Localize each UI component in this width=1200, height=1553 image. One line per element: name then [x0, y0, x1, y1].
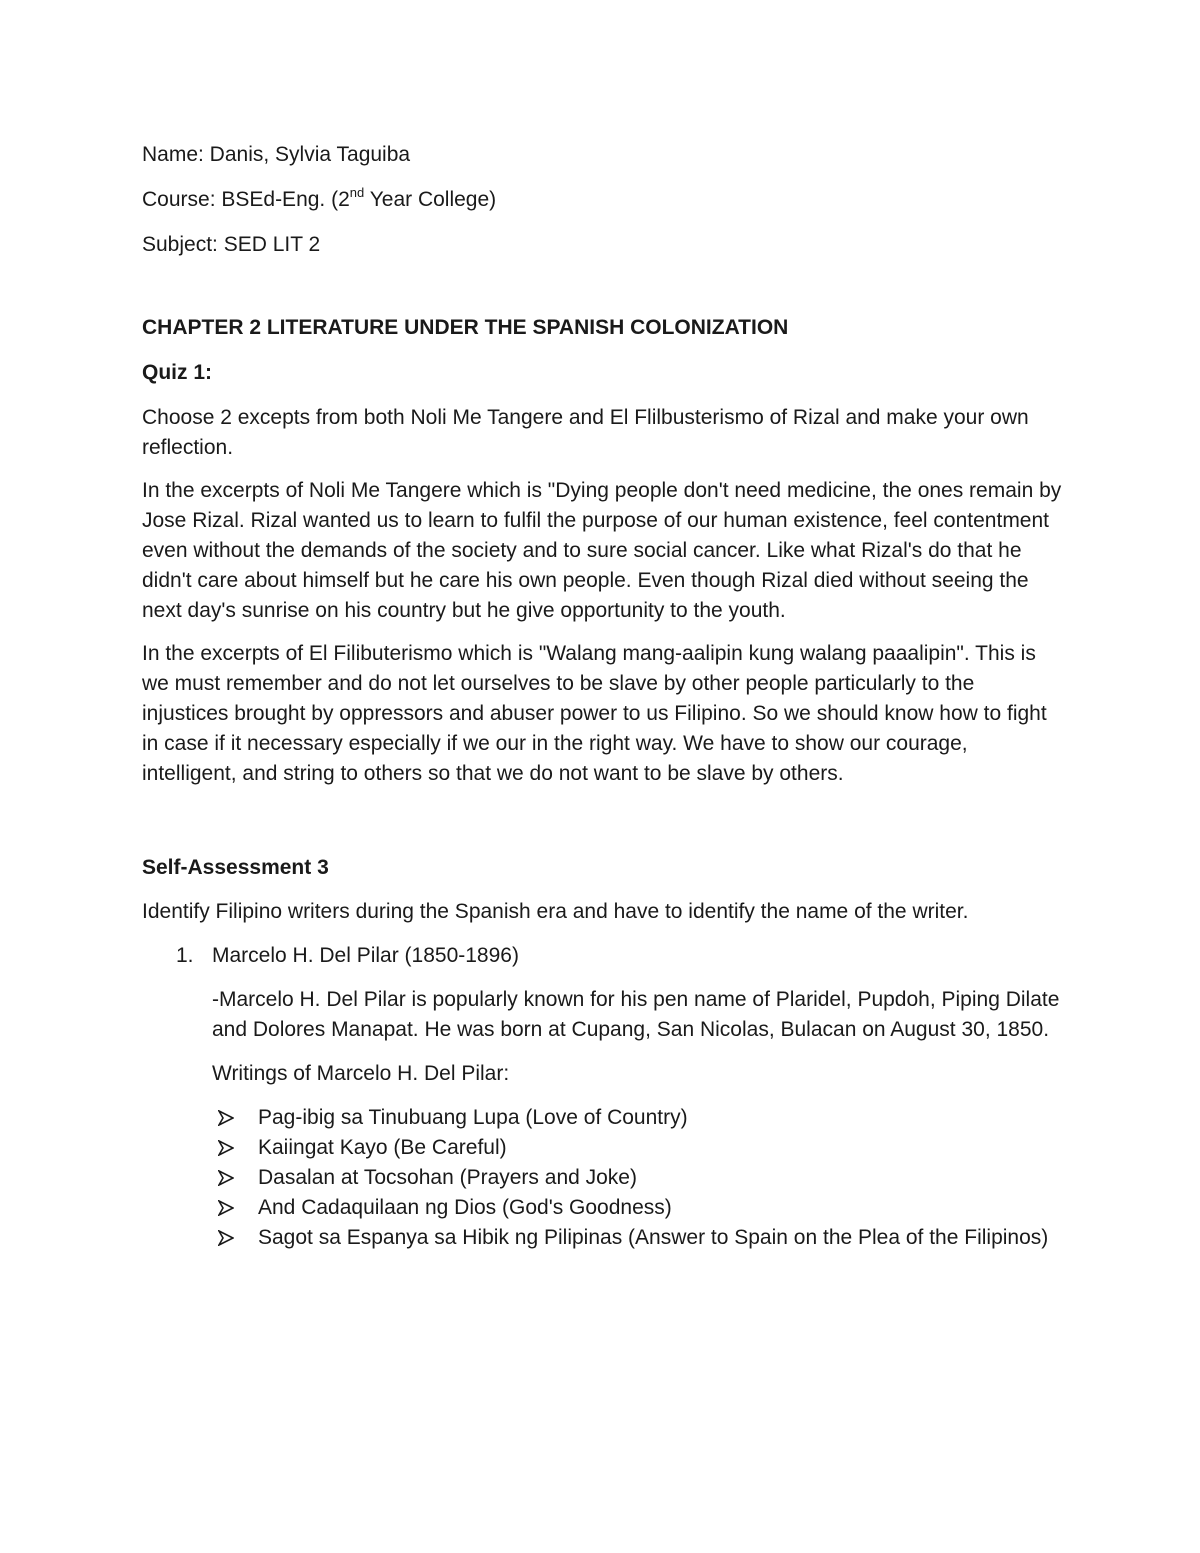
arrowhead-bullet-icon	[218, 1170, 234, 1186]
work-title: Pag-ibig sa Tinubuang Lupa (Love of Country)	[258, 1106, 688, 1129]
list-item	[212, 1133, 1062, 1163]
list-item	[212, 1193, 1062, 1223]
works-label: Writings of Marcelo H. Del Pilar:	[212, 1062, 510, 1085]
list-item	[212, 1163, 1062, 1193]
student-subject: Subject: SED LIT 2	[142, 233, 321, 256]
document-page	[142, 140, 1062, 1253]
quiz-instruction: Choose 2 excepts from both Noli Me Tangere and El Flilbusterismo of Rizal and make your own reflection.	[142, 406, 1029, 459]
arrowhead-bullet-icon	[218, 1140, 234, 1156]
writer-item	[176, 941, 1062, 1253]
writer-list	[176, 941, 1062, 1253]
course-suffix: Year College)	[364, 188, 497, 211]
work-title: And Cadaquilaan ng Dios (God's Goodness)	[258, 1196, 672, 1219]
works-list	[212, 1103, 1062, 1253]
list-item	[212, 1223, 1062, 1253]
student-info	[142, 140, 1062, 260]
reflection-fili: In the excerpts of El Filibuterismo which is "Walang mang-aalipin kung walang paaalipin". This is we must remember and do not let ourselves to be slave by other people particularly to the injustices brought by oppressors and abuser power to us Filipino. So we should know how to fight in case if it necessary especially if we our in the right way. We have to show our courage, intelligent, and string to others so that we do not want to be slave by others.	[142, 642, 1047, 785]
self-assessment-title: Self-Assessment 3	[142, 856, 329, 879]
work-title: Dasalan at Tocsohan (Prayers and Joke)	[258, 1166, 637, 1189]
quiz-title: Quiz 1:	[142, 361, 213, 384]
self-assessment-instruction: Identify Filipino writers during the Spanish era and have to identify the name of the writer.	[142, 900, 969, 923]
list-number: 1.	[176, 944, 194, 967]
work-title: Kaiingat Kayo (Be Careful)	[258, 1136, 507, 1159]
arrowhead-bullet-icon	[218, 1110, 234, 1126]
arrowhead-bullet-icon	[218, 1230, 234, 1246]
reflection-noli: In the excerpts of Noli Me Tangere which is "Dying people don't need medicine, the ones remain by Jose Rizal. Rizal wanted us to learn to fulfil the purpose of our human existence, feel contentment even without the demands of the society and to sure social cancer. Like what Rizal's do that he didn't care about himself but he care his own people. Even though Rizal died without seeing the next day's sunrise on his country but he give opportunity to the youth.	[142, 479, 1062, 622]
course-prefix: Course: BSEd-Eng. (2	[142, 188, 350, 211]
list-item	[212, 1103, 1062, 1133]
work-title: Sagot sa Espanya sa Hibik ng Pilipinas (Answer to Spain on the Plea of the Filipinos)	[258, 1226, 1049, 1249]
writer-description: -Marcelo H. Del Pilar is popularly known for his pen name of Plaridel, Pupdoh, Piping Dilate and Dolores Manapat. He was born at Cupang, San Nicolas, Bulacan on August 30, 1850.	[212, 988, 1060, 1041]
student-name: Name: Danis, Sylvia Taguiba	[142, 143, 411, 166]
writer-title: Marcelo H. Del Pilar (1850-1896)	[212, 944, 519, 967]
arrowhead-bullet-icon	[218, 1200, 234, 1216]
student-course	[142, 185, 1062, 215]
course-superscript: nd	[349, 185, 365, 200]
chapter-title: CHAPTER 2 LITERATURE UNDER THE SPANISH COLONIZATION	[142, 316, 789, 339]
